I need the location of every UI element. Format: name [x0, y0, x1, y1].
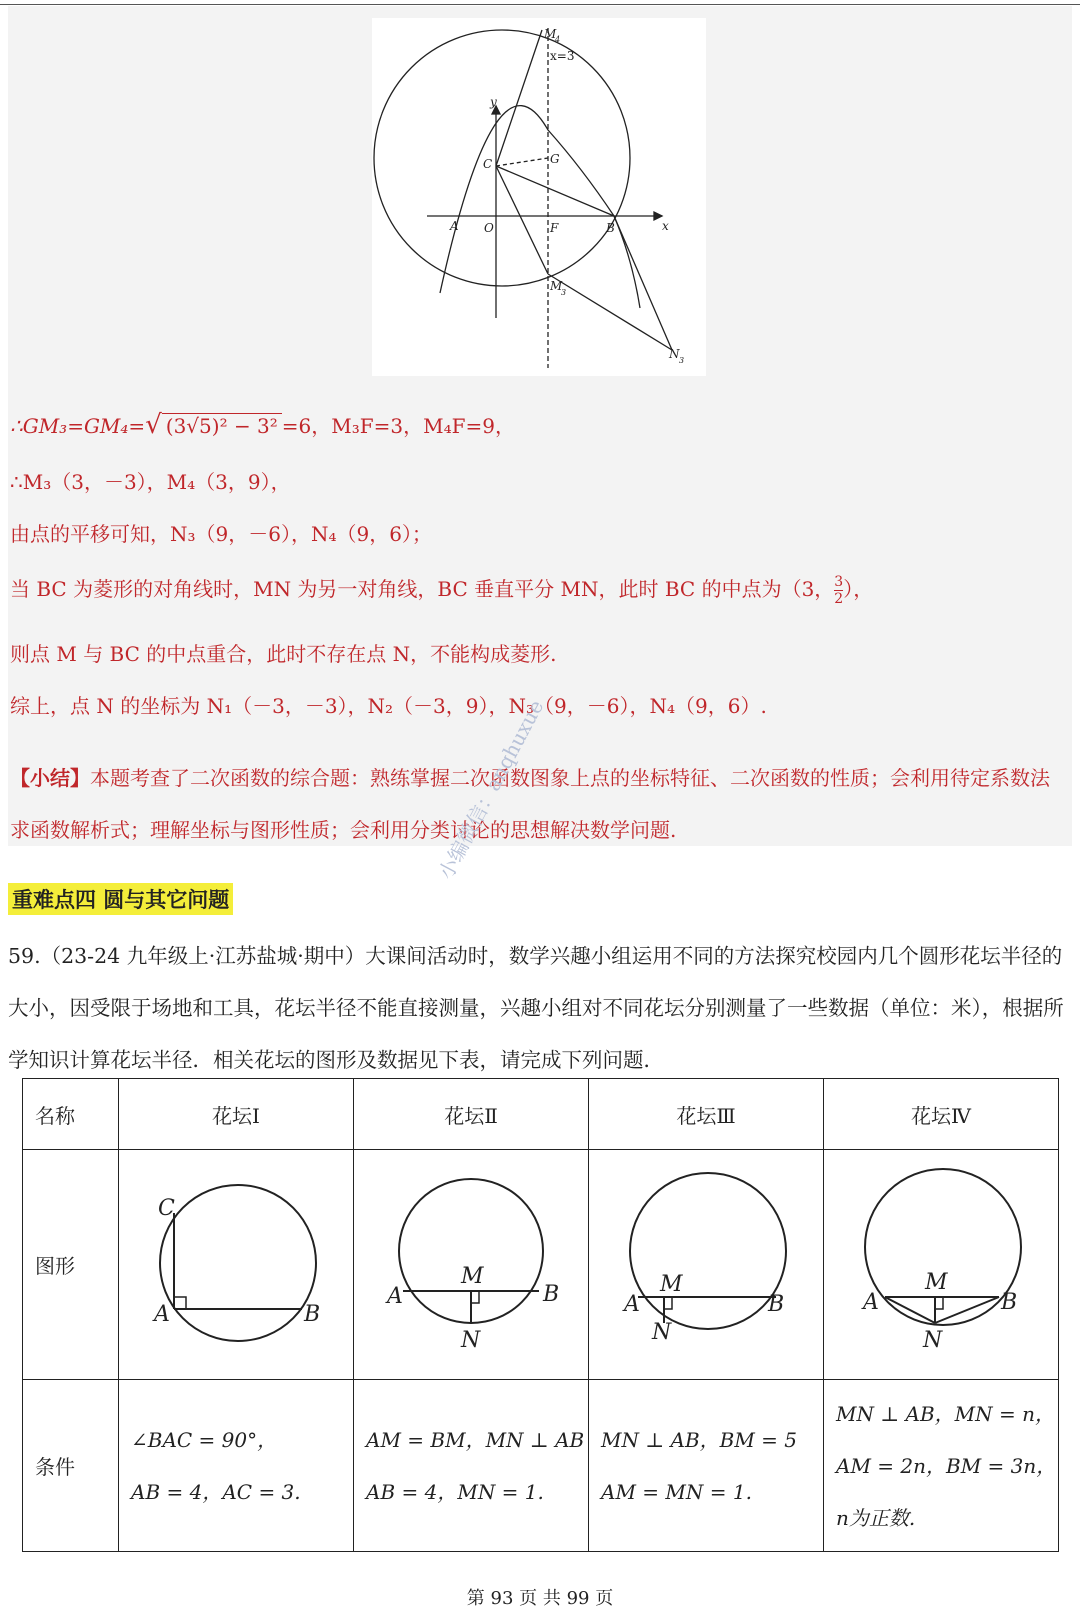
- condition-cell-2: [354, 1380, 589, 1552]
- page-footer: 第 93 页 共 99 页: [466, 1588, 614, 1609]
- fb3-label-N: N: [652, 1320, 672, 1345]
- figure-circle: [374, 30, 630, 286]
- solution-line-2: ∴M₃（3，－3），M₄（3，9），: [10, 470, 291, 494]
- line-C-M3: [496, 166, 548, 274]
- frac-num: 3: [834, 574, 844, 590]
- fb4-label-M: M: [925, 1270, 948, 1295]
- fb2-label-M: M: [461, 1264, 484, 1289]
- figure-cell-1: [119, 1150, 354, 1380]
- line4-prefix: 当 BC 为菱形的对角线时，MN 为另一对角线，BC 垂直平分 MN，此时 BC 的中点为（3，: [10, 577, 835, 601]
- label-N3: N: [669, 347, 680, 361]
- label-C: C: [483, 157, 493, 171]
- cond1-line2: AB = 4，AC = 3.: [131, 1479, 301, 1504]
- section-heading: 重难点四 圆与其它问题: [8, 883, 233, 915]
- label-x: x: [662, 219, 669, 233]
- cond2-line1: AM = BM，MN ⊥ AB: [366, 1427, 585, 1452]
- label-B: B: [606, 221, 615, 235]
- label-G: G: [550, 152, 560, 166]
- line4-suffix: ），: [843, 577, 874, 601]
- figure-cell-4: [824, 1150, 1059, 1380]
- solution-line-6: 综上，点 N 的坐标为 N₁（－3，－3），N₂（－3，9），N₃（9，－6），N₄（9，6）.: [10, 694, 767, 718]
- flowerbed-2-figure: [355, 1151, 587, 1373]
- line1-suffix: =6，M₃F=3，M₄F=9，: [281, 414, 515, 438]
- fb4-label-B: B: [1001, 1290, 1018, 1315]
- condition-cell-1: [119, 1380, 354, 1552]
- label-M3-sub: 3: [561, 288, 567, 297]
- sqrt-sign: √: [145, 410, 162, 440]
- coordinate-figure: [372, 18, 706, 376]
- fb3-label-A: A: [624, 1292, 640, 1317]
- frac-den: 2: [834, 591, 844, 607]
- solution-line-3: 由点的平移可知，N₃（9，－6），N₄（9，6）；: [10, 522, 432, 546]
- label-x3: x=3: [550, 49, 575, 63]
- cond1-line1: ∠BAC = 90°，: [131, 1427, 278, 1452]
- flowerbed-4-figure: [825, 1151, 1057, 1373]
- cond4-line1: MN ⊥ AB，MN = n，: [836, 1401, 1055, 1426]
- table-row-figure: [23, 1150, 1059, 1380]
- fb1-label-C: C: [158, 1196, 175, 1221]
- line-C-M4: [496, 30, 542, 166]
- fb2-label-A: A: [387, 1284, 403, 1309]
- label-M4-sub: 4: [555, 35, 561, 44]
- fb4-label-A: A: [863, 1290, 879, 1315]
- label-O: O: [484, 221, 494, 235]
- condition-cell-4: [824, 1380, 1059, 1552]
- summary: [10, 752, 1068, 856]
- cond3-line2: AM = MN = 1.: [601, 1479, 752, 1504]
- solution-line-1: [10, 410, 515, 440]
- x-axis-arrow: [654, 212, 662, 220]
- line1-radicand: (3√5)² − 3²: [162, 413, 282, 438]
- col-name-1: 花坛Ⅰ: [119, 1079, 354, 1150]
- fb2-label-B: B: [543, 1282, 560, 1307]
- solution-line-4: [10, 573, 873, 607]
- fb1-label-A: A: [154, 1302, 170, 1327]
- summary-tag: 【小结】: [10, 766, 90, 790]
- figure-cell-2: [354, 1150, 589, 1380]
- row-header-condition: 条件: [23, 1380, 119, 1552]
- fb3-label-M: M: [660, 1272, 683, 1297]
- label-A: A: [450, 219, 459, 233]
- cond4-line2: AM = 2n，BM = 3n，: [836, 1453, 1057, 1478]
- condition-cell-3: [589, 1380, 824, 1552]
- line-M3-N3: [548, 274, 672, 350]
- parabola: [440, 106, 640, 308]
- row-header-figure: 图形: [23, 1150, 119, 1380]
- col-name-4: 花坛Ⅳ: [824, 1079, 1059, 1150]
- fb2-label-N: N: [461, 1328, 481, 1353]
- col-name-2: 花坛Ⅱ: [354, 1079, 589, 1150]
- cond4-line3: n为正数.: [836, 1505, 916, 1530]
- top-rule: [0, 4, 1080, 5]
- figure-cell-3: [589, 1150, 824, 1380]
- label-N3-sub: 3: [679, 356, 685, 365]
- watermark: 小编微信：anqhuxue: [433, 695, 549, 884]
- fb4-label-N: N: [923, 1328, 943, 1353]
- label-y: y: [490, 95, 497, 109]
- label-M3: M: [550, 279, 563, 293]
- line1-prefix: ∴GM₃=GM₄=: [10, 414, 146, 438]
- row-header-name: 名称: [23, 1079, 119, 1150]
- fraction-3-2: [834, 574, 843, 607]
- table-row-condition: [23, 1380, 1059, 1552]
- label-M4: M: [544, 27, 557, 41]
- line-C-G: [496, 158, 548, 166]
- solution-line-5: 则点 M 与 BC 的中点重合，此时不存在点 N，不能构成菱形.: [10, 642, 557, 666]
- summary-text: 本题考查了二次函数的综合题：熟练掌握二次函数图象上点的坐标特征、二次函数的性质；会利用待定系数法求函数解析式；理解坐标与图形性质；会利用分类讨论的思想解决数学问题.: [10, 766, 1050, 842]
- label-F: F: [550, 221, 559, 235]
- fb3-label-B: B: [768, 1292, 785, 1317]
- flowerbed-1-figure: [120, 1151, 352, 1373]
- question-text: 59.（23-24 九年级上·江苏盐城·期中）大课间活动时，数学兴趣小组运用不同的方法探究校园内几个圆形花坛半径的大小，因受限于场地和工具，花坛半径不能直接测量，兴趣小组对不同花坛分别测量了一些数据（单位：米），根据所学知识计算花坛半径．相关花坛的图形及数据见下表，请完成下列问题．: [8, 944, 1064, 1072]
- flowerbed-3-figure: [590, 1151, 822, 1373]
- line-B-N3: [614, 216, 672, 350]
- cond2-line2: AB = 4，MN = 1.: [366, 1479, 544, 1504]
- cond3-line1: MN ⊥ AB，BM = 5: [601, 1427, 798, 1452]
- flowerbed-table: [22, 1078, 1059, 1552]
- table-row-name: [23, 1079, 1059, 1150]
- col-name-3: 花坛Ⅲ: [589, 1079, 824, 1150]
- fb1-label-B: B: [304, 1302, 321, 1327]
